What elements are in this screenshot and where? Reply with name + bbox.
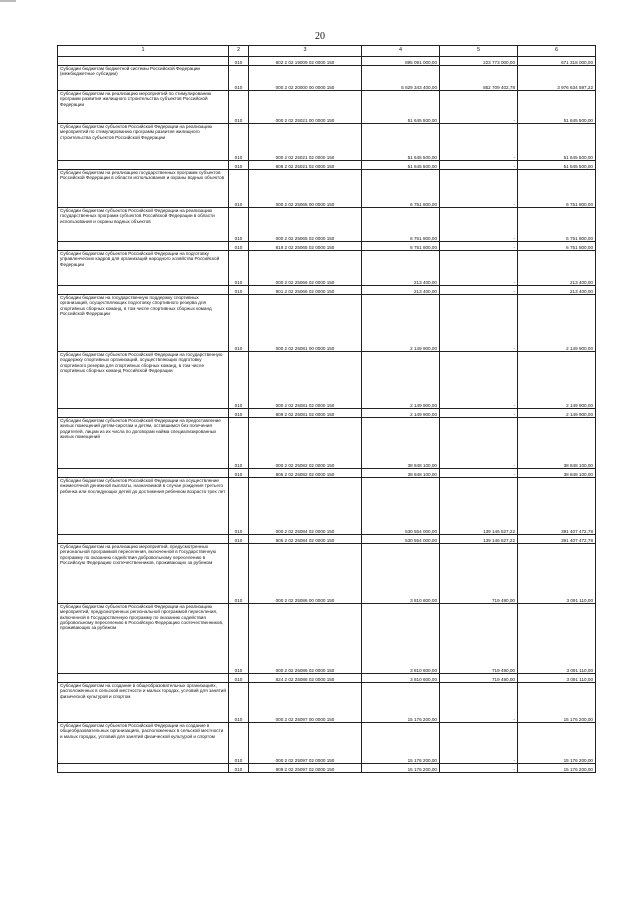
row-amount-executed: - xyxy=(440,286,518,295)
row-amount-executed: - xyxy=(440,469,518,478)
table-row xyxy=(58,91,596,124)
row-line-code: 010 xyxy=(229,251,249,286)
row-budget-classification-code: 805 2 02 25082 02 0000 150 xyxy=(249,469,362,478)
table-header-row xyxy=(58,46,596,57)
row-amount-executed: - xyxy=(440,683,518,723)
row-amount-approved: 6 751 800,00 xyxy=(362,170,440,208)
row-amount-unexecuted: 3 091 110,00 xyxy=(518,544,596,604)
row-budget-classification-code: 809 2 02 25081 02 0000 150 xyxy=(249,409,362,418)
row-amount-executed: 852 709 402,78 xyxy=(440,66,518,91)
table-row xyxy=(58,683,596,723)
row-amount-approved: 3 810 600,00 xyxy=(362,544,440,604)
row-amount-executed: - xyxy=(440,161,518,170)
row-budget-classification-code: 808 2 02 25021 02 0000 150 xyxy=(249,161,362,170)
column-header-4: 4 xyxy=(362,46,440,57)
row-amount-approved: 38 848 100,00 xyxy=(362,469,440,478)
row-budget-classification-code: 000 2 02 25021 00 0000 150 xyxy=(249,91,362,124)
row-amount-executed: - xyxy=(440,242,518,251)
row-budget-classification-code: 000 2 02 25084 02 0000 150 xyxy=(249,478,362,535)
row-amount-unexecuted: 15 176 200,00 xyxy=(518,764,596,773)
row-indicator-name xyxy=(58,161,229,170)
row-amount-approved: 15 176 200,00 xyxy=(362,723,440,764)
row-line-code: 010 xyxy=(229,57,249,66)
row-line-code: 010 xyxy=(229,208,249,242)
row-line-code: 010 xyxy=(229,91,249,124)
row-amount-executed: - xyxy=(440,409,518,418)
table-row xyxy=(58,764,596,773)
row-amount-approved: 51 645 500,00 xyxy=(362,91,440,124)
row-amount-approved: 15 176 200,00 xyxy=(362,764,440,773)
row-budget-classification-code: 000 2 02 25097 00 0000 150 xyxy=(249,683,362,723)
row-amount-approved: 3 810 600,00 xyxy=(362,674,440,683)
row-amount-executed: - xyxy=(440,124,518,161)
row-indicator-name: Субсидии бюджетам на реализацию мероприятий, предусмотренных региональной программой переселения, включенной в Государственную программу по оказанию содействия добровольному переселению в Российскую Федерацию соотечественников, проживающих за рубежом xyxy=(58,544,229,604)
table-row xyxy=(58,723,596,764)
page-number: 20 xyxy=(315,31,325,42)
row-amount-executed: 223 773 000,00 xyxy=(440,57,518,66)
row-amount-unexecuted: 6 751 800,00 xyxy=(518,242,596,251)
column-header-1: 1 xyxy=(58,46,229,57)
budget-revenue-table xyxy=(57,45,596,773)
row-budget-classification-code: 000 2 02 25081 02 0000 150 xyxy=(249,352,362,409)
row-indicator-name xyxy=(58,409,229,418)
row-indicator-name xyxy=(58,674,229,683)
row-amount-unexecuted: 6 751 800,00 xyxy=(518,208,596,242)
row-amount-unexecuted: 3 976 634 597,22 xyxy=(518,66,596,91)
column-header-3: 3 xyxy=(249,46,362,57)
row-amount-unexecuted: 391 407 472,78 xyxy=(518,535,596,544)
row-indicator-name: Субсидии бюджетам субъектов Российской Федерации на создание в общеобразовательных организациях, расположенных в сельской местности и малых городах, условий для занятий физической культурой и спортом xyxy=(58,723,229,764)
row-amount-unexecuted: 38 848 100,00 xyxy=(518,469,596,478)
row-amount-unexecuted: 51 645 500,00 xyxy=(518,91,596,124)
row-line-code: 010 xyxy=(229,535,249,544)
row-line-code: 010 xyxy=(229,544,249,604)
row-indicator-name xyxy=(58,764,229,773)
row-line-code: 010 xyxy=(229,478,249,535)
row-indicator-name: Субсидии бюджетам на реализацию мероприятий по стимулированию программ развития жилищного строительства субъектов Российской Федерации xyxy=(58,91,229,124)
row-budget-classification-code: 802 2 02 19009 02 0000 150 xyxy=(249,57,362,66)
row-amount-approved: 2 149 900,00 xyxy=(362,409,440,418)
table-row xyxy=(58,469,596,478)
table-row xyxy=(58,286,596,295)
row-indicator-name: Субсидии бюджетам субъектов Российской Федерации на предоставление жилых помещений детям-сиротам и детям, оставшимся без попечения родителей, лицам из их числа по договорам найма специализированных жилых помещений xyxy=(58,418,229,469)
table-row xyxy=(58,161,596,170)
table-row xyxy=(58,478,596,535)
row-amount-approved: 2 149 900,00 xyxy=(362,352,440,409)
row-budget-classification-code: 809 2 02 25097 02 0000 150 xyxy=(249,764,362,773)
row-amount-approved: 895 091 000,00 xyxy=(362,57,440,66)
row-amount-approved: 530 554 000,00 xyxy=(362,535,440,544)
row-indicator-name: Субсидии бюджетам субъектов Российской Федерации на реализацию мероприятий, предусмотренных региональной программой переселения, включенной в Государственную программу по оказанию содействия добровольному переселению в Российскую Федерацию соотечественников, проживающих за рубежом xyxy=(58,604,229,674)
table-row xyxy=(58,544,596,604)
row-budget-classification-code: 000 2 02 25086 02 0000 150 xyxy=(249,604,362,674)
row-amount-unexecuted: 3 091 110,00 xyxy=(518,604,596,674)
row-line-code: 010 xyxy=(229,683,249,723)
row-indicator-name: Субсидии бюджетам субъектов Российской Федерации на подготовку управленческих кадров для организаций народного хозяйства Российской Федерации xyxy=(58,251,229,286)
row-indicator-name: Субсидии бюджетам субъектов Российской Федерации на реализацию мероприятий по стимулированию программ развития жилищного строительства субъектов Российской Федерации xyxy=(58,124,229,161)
row-amount-unexecuted: 3 091 110,00 xyxy=(518,674,596,683)
row-indicator-name: Субсидии бюджетам бюджетной системы Российской Федерации (межбюджетные субсидии) xyxy=(58,66,229,91)
row-budget-classification-code: 000 2 02 25097 02 0000 150 xyxy=(249,723,362,764)
table-row xyxy=(58,208,596,242)
row-amount-unexecuted: 2 149 900,00 xyxy=(518,409,596,418)
row-amount-executed: - xyxy=(440,170,518,208)
table-row xyxy=(58,57,596,66)
row-line-code: 010 xyxy=(229,469,249,478)
row-amount-unexecuted: 671 318 000,00 xyxy=(518,57,596,66)
row-amount-unexecuted: 213 400,00 xyxy=(518,251,596,286)
row-line-code: 010 xyxy=(229,352,249,409)
table-row xyxy=(58,604,596,674)
row-amount-unexecuted: 51 645 500,00 xyxy=(518,161,596,170)
row-budget-classification-code: 000 2 02 25082 02 0000 150 xyxy=(249,418,362,469)
table-row xyxy=(58,535,596,544)
row-indicator-name: Субсидии бюджетам субъектов Российской Федерации на государственную поддержку спортивных организаций, осуществляющих подготовку спортивного резерва для спортивных сборных команд, в том числе спортивных сборных команд Российской Федерации xyxy=(58,352,229,409)
row-amount-unexecuted: 6 751 800,00 xyxy=(518,170,596,208)
row-amount-approved: 3 810 600,00 xyxy=(362,604,440,674)
row-amount-approved: 2 149 900,00 xyxy=(362,295,440,352)
row-budget-classification-code: 819 2 02 25065 02 0000 150 xyxy=(249,242,362,251)
table-row xyxy=(58,674,596,683)
row-amount-executed: - xyxy=(440,295,518,352)
row-budget-classification-code: 805 2 02 25084 02 0000 150 xyxy=(249,535,362,544)
table-row xyxy=(58,124,596,161)
row-line-code: 010 xyxy=(229,286,249,295)
row-amount-approved: 15 176 200,00 xyxy=(362,683,440,723)
row-line-code: 010 xyxy=(229,723,249,764)
row-amount-approved: 51 645 500,00 xyxy=(362,124,440,161)
row-indicator-name: Субсидии бюджетам на создание в общеобразовательных организациях, расположенных в сельской местности и малых городах, условий для занятий физической культурой и спортом xyxy=(58,683,229,723)
row-amount-executed: - xyxy=(440,251,518,286)
row-indicator-name xyxy=(58,469,229,478)
column-header-2: 2 xyxy=(229,46,249,57)
table-row xyxy=(58,170,596,208)
table-row xyxy=(58,352,596,409)
row-line-code: 010 xyxy=(229,170,249,208)
row-amount-executed: 719 490,00 xyxy=(440,604,518,674)
row-line-code: 010 xyxy=(229,604,249,674)
row-amount-unexecuted: 15 176 200,00 xyxy=(518,683,596,723)
row-amount-approved: 38 848 100,00 xyxy=(362,418,440,469)
row-budget-classification-code: 000 2 02 25065 02 0000 150 xyxy=(249,208,362,242)
row-amount-executed: - xyxy=(440,352,518,409)
row-amount-unexecuted: 38 848 100,00 xyxy=(518,418,596,469)
row-amount-unexecuted: 213 400,00 xyxy=(518,286,596,295)
row-line-code: 010 xyxy=(229,66,249,91)
row-line-code: 010 xyxy=(229,161,249,170)
row-amount-executed: 139 146 527,22 xyxy=(440,535,518,544)
row-amount-executed: 719 490,00 xyxy=(440,674,518,683)
row-amount-executed: - xyxy=(440,91,518,124)
column-header-5: 5 xyxy=(440,46,518,57)
table-row xyxy=(58,409,596,418)
row-line-code: 010 xyxy=(229,418,249,469)
row-budget-classification-code: 000 2 02 25021 02 0000 150 xyxy=(249,124,362,161)
row-amount-unexecuted: 51 645 500,00 xyxy=(518,124,596,161)
row-amount-approved: 530 554 000,00 xyxy=(362,478,440,535)
table-row xyxy=(58,66,596,91)
row-amount-executed: - xyxy=(440,418,518,469)
row-amount-approved: 5 829 343 400,00 xyxy=(362,66,440,91)
row-indicator-name xyxy=(58,242,229,251)
row-amount-executed: 139 146 527,22 xyxy=(440,478,518,535)
row-amount-executed: 719 490,00 xyxy=(440,544,518,604)
column-header-6: 6 xyxy=(518,46,596,57)
row-budget-classification-code: 824 2 02 25086 02 0000 150 xyxy=(249,674,362,683)
row-indicator-name xyxy=(58,535,229,544)
table-row xyxy=(58,251,596,286)
row-budget-classification-code: 000 2 02 25066 02 0000 150 xyxy=(249,251,362,286)
row-budget-classification-code: 801 2 02 25066 02 0000 150 xyxy=(249,286,362,295)
row-amount-approved: 6 751 800,00 xyxy=(362,242,440,251)
row-line-code: 010 xyxy=(229,124,249,161)
scan-edge-mark xyxy=(0,0,16,2)
row-budget-classification-code: 000 2 02 25081 00 0000 150 xyxy=(249,295,362,352)
row-amount-approved: 51 645 500,00 xyxy=(362,161,440,170)
row-budget-classification-code: 000 2 02 25065 00 0000 150 xyxy=(249,170,362,208)
row-amount-unexecuted: 2 149 900,00 xyxy=(518,352,596,409)
row-indicator-name: Субсидии бюджетам субъектов Российской Федерации на реализацию государственных программ субъектов Российской Федерации в области использования и охраны водных объектов xyxy=(58,208,229,242)
table-row xyxy=(58,242,596,251)
row-budget-classification-code: 000 2 02 20000 00 0000 150 xyxy=(249,66,362,91)
row-line-code: 010 xyxy=(229,674,249,683)
row-indicator-name: Субсидии бюджетам субъектов Российской Федерации на осуществление ежемесячной денежной выплаты, назначаемой в случае рождения третьего ребенка или последующих детей до достижения ребенком возраста трех лет xyxy=(58,478,229,535)
row-indicator-name: Субсидии бюджетам на государственную поддержку спортивных организаций, осуществляющих подготовку спортивного резерва для спортивных сборных команд, в том числе спортивных сборных команд Российской Федерации xyxy=(58,295,229,352)
row-amount-executed: - xyxy=(440,764,518,773)
row-amount-approved: 213 400,00 xyxy=(362,286,440,295)
row-indicator-name xyxy=(58,286,229,295)
row-amount-executed: - xyxy=(440,208,518,242)
row-amount-unexecuted: 15 176 200,00 xyxy=(518,723,596,764)
row-amount-approved: 6 751 800,00 xyxy=(362,208,440,242)
row-line-code: 010 xyxy=(229,409,249,418)
row-amount-unexecuted: 2 149 900,00 xyxy=(518,295,596,352)
row-line-code: 010 xyxy=(229,242,249,251)
table-row xyxy=(58,295,596,352)
row-line-code: 010 xyxy=(229,764,249,773)
row-line-code: 010 xyxy=(229,295,249,352)
row-amount-unexecuted: 391 407 472,78 xyxy=(518,478,596,535)
row-indicator-name: Субсидии бюджетам на реализацию государственных программ субъектов Российской Федерации в области использования и охраны водных объектов xyxy=(58,170,229,208)
row-budget-classification-code: 000 2 02 25086 00 0000 150 xyxy=(249,544,362,604)
row-indicator-name xyxy=(58,57,229,66)
table-row xyxy=(58,418,596,469)
row-amount-executed: - xyxy=(440,723,518,764)
row-amount-approved: 213 400,00 xyxy=(362,251,440,286)
